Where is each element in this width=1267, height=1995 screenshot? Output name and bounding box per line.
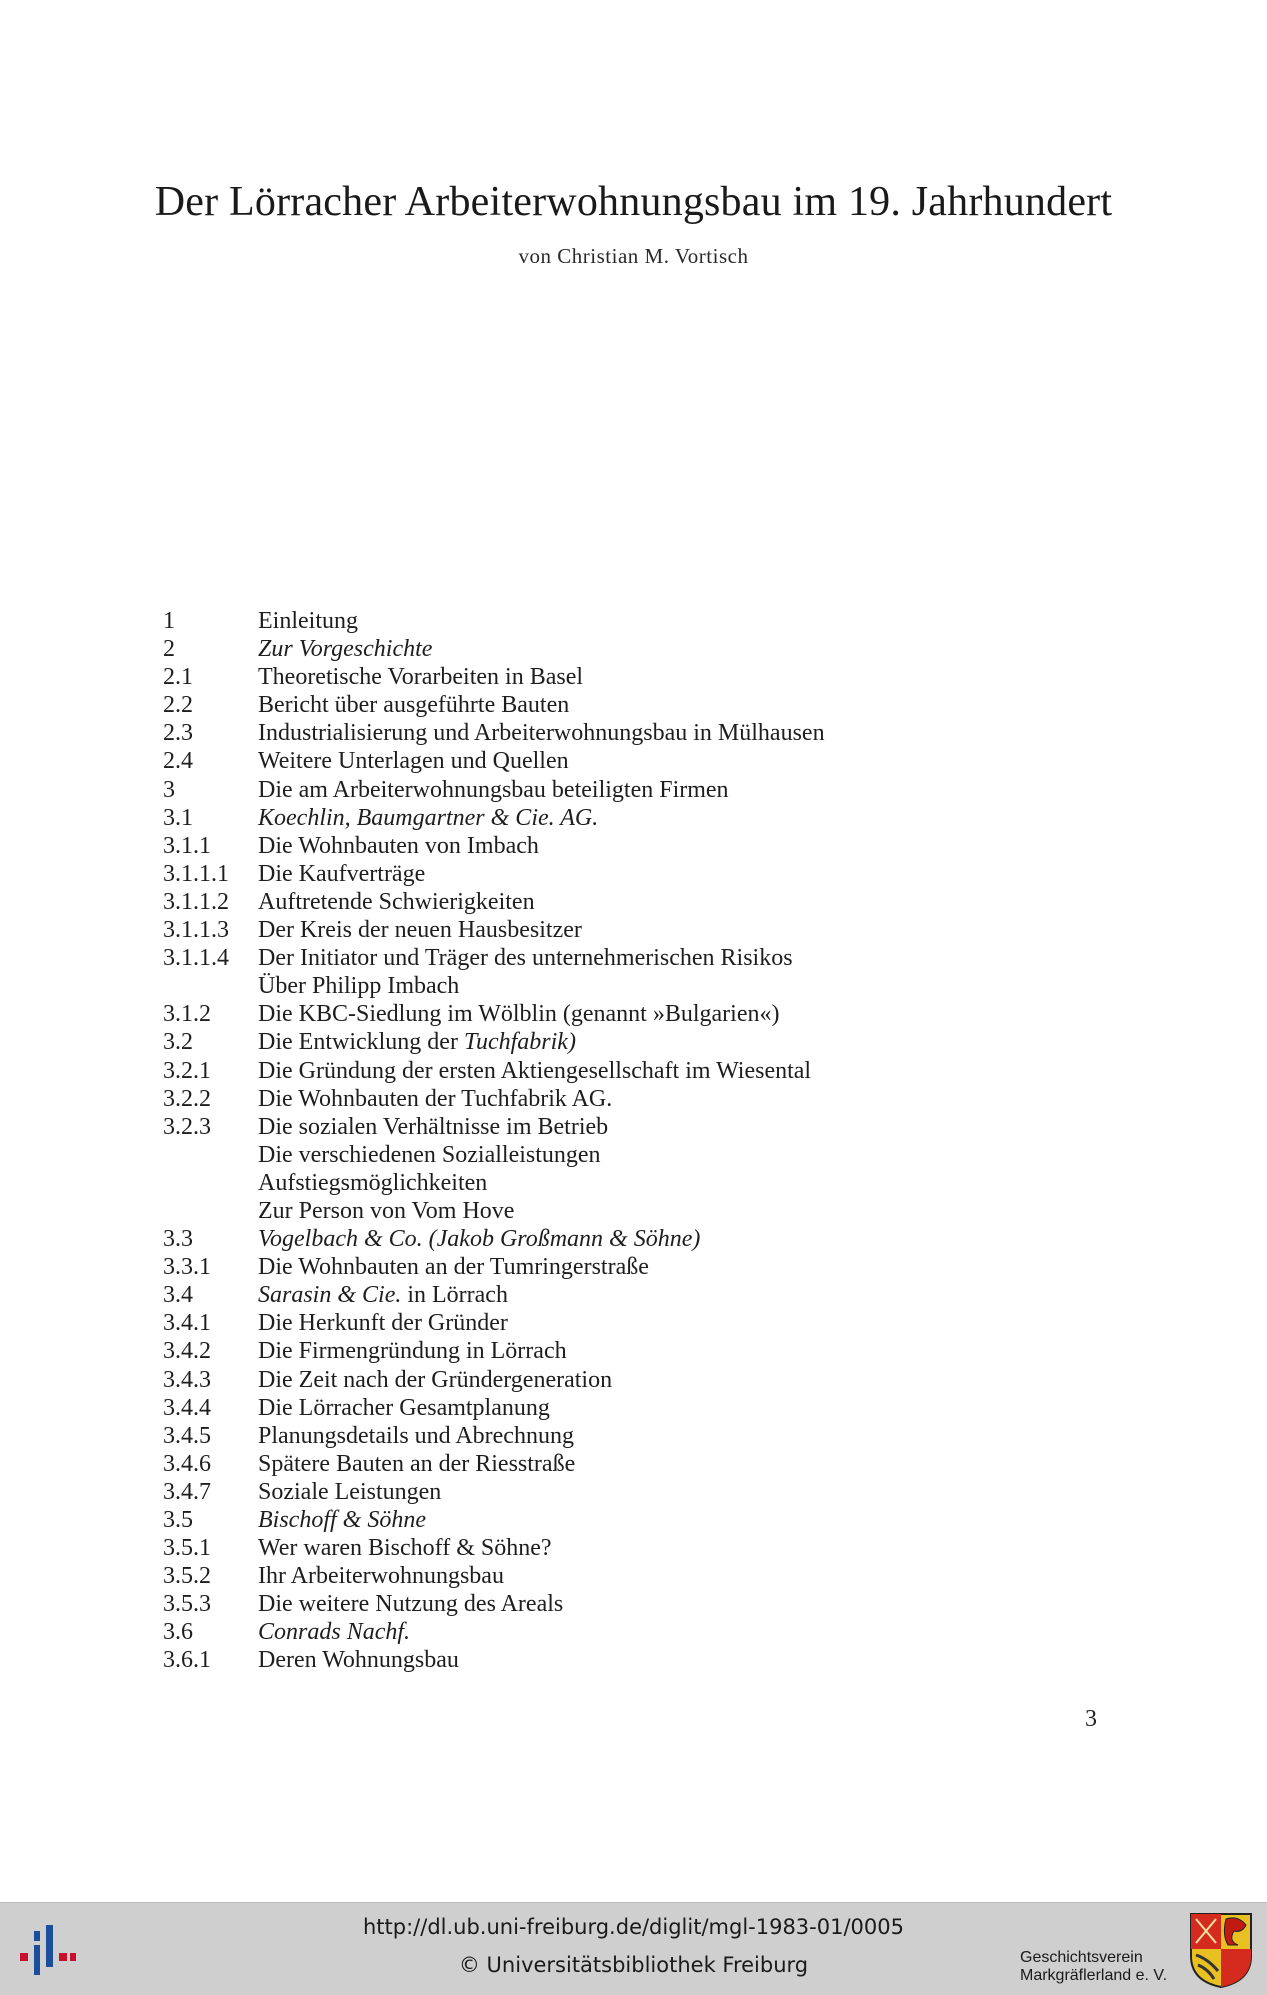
toc-entry-number: 3.4.6 bbox=[163, 1450, 211, 1477]
toc-entry-title: Conrads Nachf. bbox=[258, 1619, 411, 1646]
toc-entry bbox=[163, 747, 963, 775]
toc-entry-number: 2.4 bbox=[163, 748, 193, 775]
document-url-link[interactable]: http://dl.ub.uni-freiburg.de/diglit/mgl-1983-01/0005 bbox=[362, 1915, 904, 1939]
toc-entry bbox=[163, 1281, 963, 1309]
toc-entry-title: Koechlin, Baumgartner & Cie. AG. bbox=[258, 804, 599, 831]
toc-entry bbox=[163, 804, 963, 832]
toc-entry bbox=[163, 1422, 963, 1450]
toc-entry bbox=[163, 1253, 963, 1281]
toc-entry bbox=[163, 1309, 963, 1337]
toc-entry bbox=[163, 916, 963, 944]
toc-entry-number: 3.4.7 bbox=[163, 1478, 211, 1505]
toc-entry bbox=[163, 607, 963, 635]
toc-entry bbox=[163, 944, 963, 972]
toc-entry-number: 3 bbox=[163, 776, 175, 803]
toc-entry bbox=[163, 1590, 963, 1618]
toc-entry bbox=[163, 1000, 963, 1028]
toc-entry bbox=[163, 1646, 963, 1674]
toc-entry-number: 3.4.1 bbox=[163, 1310, 211, 1337]
toc-entry bbox=[163, 832, 963, 860]
toc-entry-italic-part: Sarasin & Cie. bbox=[258, 1282, 402, 1309]
toc-entry-number: 3.5.1 bbox=[163, 1535, 211, 1562]
toc-entry-title: Planungsdetails und Abrechnung bbox=[258, 1422, 574, 1449]
toc-entry-title: Die Wohnbauten der Tuchfabrik AG. bbox=[258, 1085, 613, 1112]
toc-entry bbox=[163, 1337, 963, 1365]
toc-entry-number: 3.5.2 bbox=[163, 1563, 211, 1590]
document-title: Der Lörracher Arbeiterwohnungsbau im 19. Jahrhundert bbox=[154, 179, 1113, 225]
toc-entry-number: 3.1.1.3 bbox=[163, 917, 229, 944]
toc-entry-title: Deren Wohnungsbau bbox=[258, 1647, 459, 1674]
toc-entry-number: 3.6.1 bbox=[163, 1647, 211, 1674]
toc-entry-number: 3.2.3 bbox=[163, 1113, 211, 1140]
toc-entry-number: 3.4.5 bbox=[163, 1422, 211, 1449]
toc-entry-title: Einleitung bbox=[258, 608, 358, 634]
toc-entry-title: Die am Arbeiterwohnungsbau beteiligten Firmen bbox=[258, 776, 729, 803]
toc-entry bbox=[163, 1478, 963, 1506]
society-name-line1: Geschichtsverein bbox=[1020, 1949, 1143, 1966]
toc-entry-number: 3.4.2 bbox=[163, 1338, 211, 1365]
toc-entry bbox=[163, 719, 963, 747]
toc-entry-title: Sarasin & Cie. in Lörrach bbox=[258, 1282, 508, 1309]
toc-entry-number: 3.1.2 bbox=[163, 1001, 211, 1028]
toc-entry-number bbox=[163, 1169, 258, 1197]
toc-entry-title: Wer waren Bischoff & Söhne? bbox=[258, 1535, 552, 1562]
toc-entry-number: 1 bbox=[163, 608, 175, 634]
toc-entry bbox=[163, 1141, 963, 1169]
table-of-contents bbox=[163, 607, 963, 1675]
toc-entry-number: 3.2.2 bbox=[163, 1085, 211, 1112]
toc-entry bbox=[163, 1225, 963, 1253]
toc-entry-number: 2.3 bbox=[163, 720, 193, 747]
toc-entry-number: 3.1 bbox=[163, 804, 193, 831]
toc-entry-italic-part: Tuchfabrik) bbox=[463, 1029, 576, 1056]
toc-entry-title: Vogelbach & Co. (Jakob Großmann & Söhne) bbox=[258, 1226, 701, 1253]
toc-entry bbox=[163, 1197, 963, 1225]
toc-entry-number: 2 bbox=[163, 636, 175, 663]
document-author: von Christian M. Vortisch bbox=[518, 244, 749, 268]
toc-entry bbox=[163, 1057, 963, 1085]
toc-entry-number: 3.3 bbox=[163, 1226, 193, 1253]
toc-entry bbox=[163, 860, 963, 888]
toc-entry-number bbox=[163, 1141, 258, 1169]
toc-entry-title: Die Lörracher Gesamtplanung bbox=[258, 1394, 550, 1421]
toc-entry-title: Die Wohnbauten von Imbach bbox=[258, 832, 539, 859]
toc-entry bbox=[163, 1113, 963, 1141]
toc-entry-number: 3.2 bbox=[163, 1029, 193, 1056]
toc-entry-title: Zur Vorgeschichte bbox=[258, 636, 433, 663]
viewer-footer bbox=[0, 1902, 1267, 1995]
toc-entry-title: Die Entwicklung der Tuchfabrik) bbox=[258, 1029, 576, 1056]
toc-entry bbox=[163, 972, 963, 1000]
toc-entry-title: Die Kaufverträge bbox=[258, 860, 426, 887]
toc-entry-title: Industrialisierung und Arbeiterwohnungsbau in Mülhausen bbox=[258, 720, 825, 747]
toc-entry-title: Die Firmengründung in Lörrach bbox=[258, 1338, 567, 1365]
toc-entry bbox=[163, 1366, 963, 1394]
toc-entry-title: Aufstiegsmöglichkeiten bbox=[258, 1169, 488, 1196]
toc-entry bbox=[163, 691, 963, 719]
toc-entry-title: Auftretende Schwierigkeiten bbox=[258, 888, 535, 915]
toc-entry-title: Spätere Bauten an der Riesstraße bbox=[258, 1450, 576, 1477]
toc-entry-number: 3.1.1.1 bbox=[163, 860, 229, 887]
toc-entry bbox=[163, 635, 963, 663]
toc-entry bbox=[163, 1394, 963, 1422]
toc-entry-number: 3.5.3 bbox=[163, 1591, 211, 1618]
toc-entry bbox=[163, 663, 963, 691]
toc-entry-title: Die Gründung der ersten Aktiengesellschaft im Wiesental bbox=[258, 1057, 812, 1084]
toc-entry-number: 3.5 bbox=[163, 1507, 193, 1533]
toc-entry-number: 3.2.1 bbox=[163, 1057, 211, 1084]
toc-entry-title: Der Initiator und Träger des unternehmerischen Risikos bbox=[258, 945, 793, 972]
toc-entry-title: Ihr Arbeiterwohnungsbau bbox=[258, 1563, 504, 1590]
toc-entry-number: 3.6 bbox=[163, 1619, 193, 1646]
toc-entry-number: 3.1.1.2 bbox=[163, 888, 229, 915]
toc-entry-number bbox=[163, 972, 258, 1000]
toc-entry-title: Über Philipp Imbach bbox=[258, 973, 460, 1000]
toc-entry bbox=[163, 1618, 963, 1646]
toc-entry-title: Soziale Leistungen bbox=[258, 1478, 442, 1505]
toc-entry-number: 3.3.1 bbox=[163, 1254, 211, 1281]
toc-entry-title: Die Zeit nach der Gründergeneration bbox=[258, 1366, 613, 1393]
toc-entry-title: Die KBC-Siedlung im Wölblin (genannt »Bulgarien«) bbox=[258, 1001, 780, 1028]
toc-entry-number: 2.2 bbox=[163, 692, 193, 719]
toc-entry bbox=[163, 1450, 963, 1478]
toc-entry-title: Der Kreis der neuen Hausbesitzer bbox=[258, 917, 582, 944]
toc-entry bbox=[163, 1169, 963, 1197]
toc-entry-title: Bischoff & Söhne bbox=[258, 1507, 426, 1533]
copyright-notice: © Universitätsbibliothek Freiburg bbox=[458, 1953, 809, 1977]
coat-of-arms-icon bbox=[1188, 1911, 1254, 1989]
toc-entry bbox=[163, 776, 963, 804]
toc-entry bbox=[163, 1085, 963, 1113]
toc-entry-number: 2.1 bbox=[163, 664, 193, 691]
toc-entry-title: Weitere Unterlagen und Quellen bbox=[258, 748, 569, 775]
toc-entry-number: 3.4 bbox=[163, 1282, 193, 1309]
toc-entry-number: 3.4.4 bbox=[163, 1394, 211, 1421]
toc-entry-title: Die Wohnbauten an der Tumringerstraße bbox=[258, 1254, 649, 1281]
toc-entry-title: Theoretische Vorarbeiten in Basel bbox=[258, 664, 584, 691]
toc-entry-title: Die sozialen Verhältnisse im Betrieb bbox=[258, 1113, 609, 1140]
society-name bbox=[1020, 1949, 1190, 1985]
society-name-line2: Markgräflerland e. V. bbox=[1020, 1967, 1168, 1984]
toc-entry bbox=[163, 1028, 963, 1056]
toc-entry-title: Die verschiedenen Sozialleistungen bbox=[258, 1141, 601, 1168]
toc-entry-number bbox=[163, 1197, 258, 1225]
toc-entry-title: Die weitere Nutzung des Areals bbox=[258, 1591, 564, 1618]
toc-entry-title: Bericht über ausgeführte Bauten bbox=[258, 692, 570, 719]
toc-entry-title: Zur Person von Vom Hove bbox=[258, 1197, 515, 1224]
page-number: 3 bbox=[1085, 1706, 1097, 1732]
toc-entry bbox=[163, 888, 963, 916]
toc-entry-number: 3.1.1.4 bbox=[163, 945, 229, 972]
toc-entry-number: 3.1.1 bbox=[163, 832, 211, 859]
toc-entry bbox=[163, 1562, 963, 1590]
toc-entry bbox=[163, 1534, 963, 1562]
toc-entry-title: Die Herkunft der Gründer bbox=[258, 1310, 508, 1337]
toc-entry bbox=[163, 1506, 963, 1534]
toc-entry-number: 3.4.3 bbox=[163, 1366, 211, 1393]
